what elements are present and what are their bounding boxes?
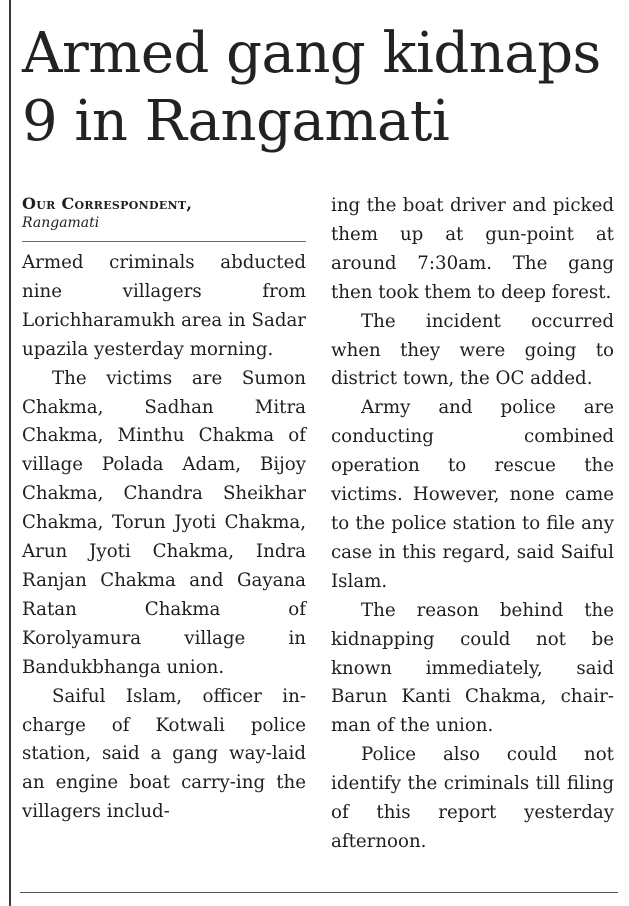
- article-paragraph: The incident occurred when they were going to district town, the OC added.: [331, 310, 614, 390]
- article-paragraph: Army and police are conducting combined operation to rescue the victims. However, none came to the police station to file any case in this regard, said Saiful Islam.: [331, 397, 614, 592]
- article-column-left: [22, 192, 306, 827]
- article-headline: Armed gang kidnaps 9 in Rangamati: [22, 21, 601, 154]
- byline-divider: [22, 241, 306, 242]
- byline-name: Our Correspondent,: [22, 194, 193, 213]
- article-paragraph: Armed criminals abducted nine villagers from Lorichharamukh area in Sadar upazila yesterday morning.: [22, 252, 306, 360]
- article-paragraph: Saiful Islam, officer in-charge of Kotwali police station, said a gang way-laid an engine boat carry-ing the villagers includ-: [22, 685, 306, 823]
- byline-place: Rangamati: [22, 215, 100, 231]
- bottom-divider: [20, 892, 618, 893]
- left-column-rule: [9, 0, 11, 906]
- article-column-right: [331, 192, 614, 857]
- article-paragraph: ing the boat driver and picked them up at gun-point at around 7:30am. The gang then took them to deep forest.: [331, 195, 614, 303]
- article-paragraph: Police also could not identify the criminals till filing of this report yesterday afternoon.: [331, 744, 614, 852]
- article-paragraph: The reason behind the kidnapping could not be known immediately, said Barun Kanti Chakma, chair-man of the union.: [331, 599, 614, 737]
- article-paragraph: The victims are Sumon Chakma, Sadhan Mitra Chakma, Minthu Chakma of village Polada Adam, Bijoy Chakma, Chandra Sheikhar Chakma, Torun Jyoti Chakma, Arun Jyoti Chakma, Indra Ranjan Chakma and Gayana Ratan Chakma of Korolyamura village in Bandukbhanga union.: [22, 367, 306, 678]
